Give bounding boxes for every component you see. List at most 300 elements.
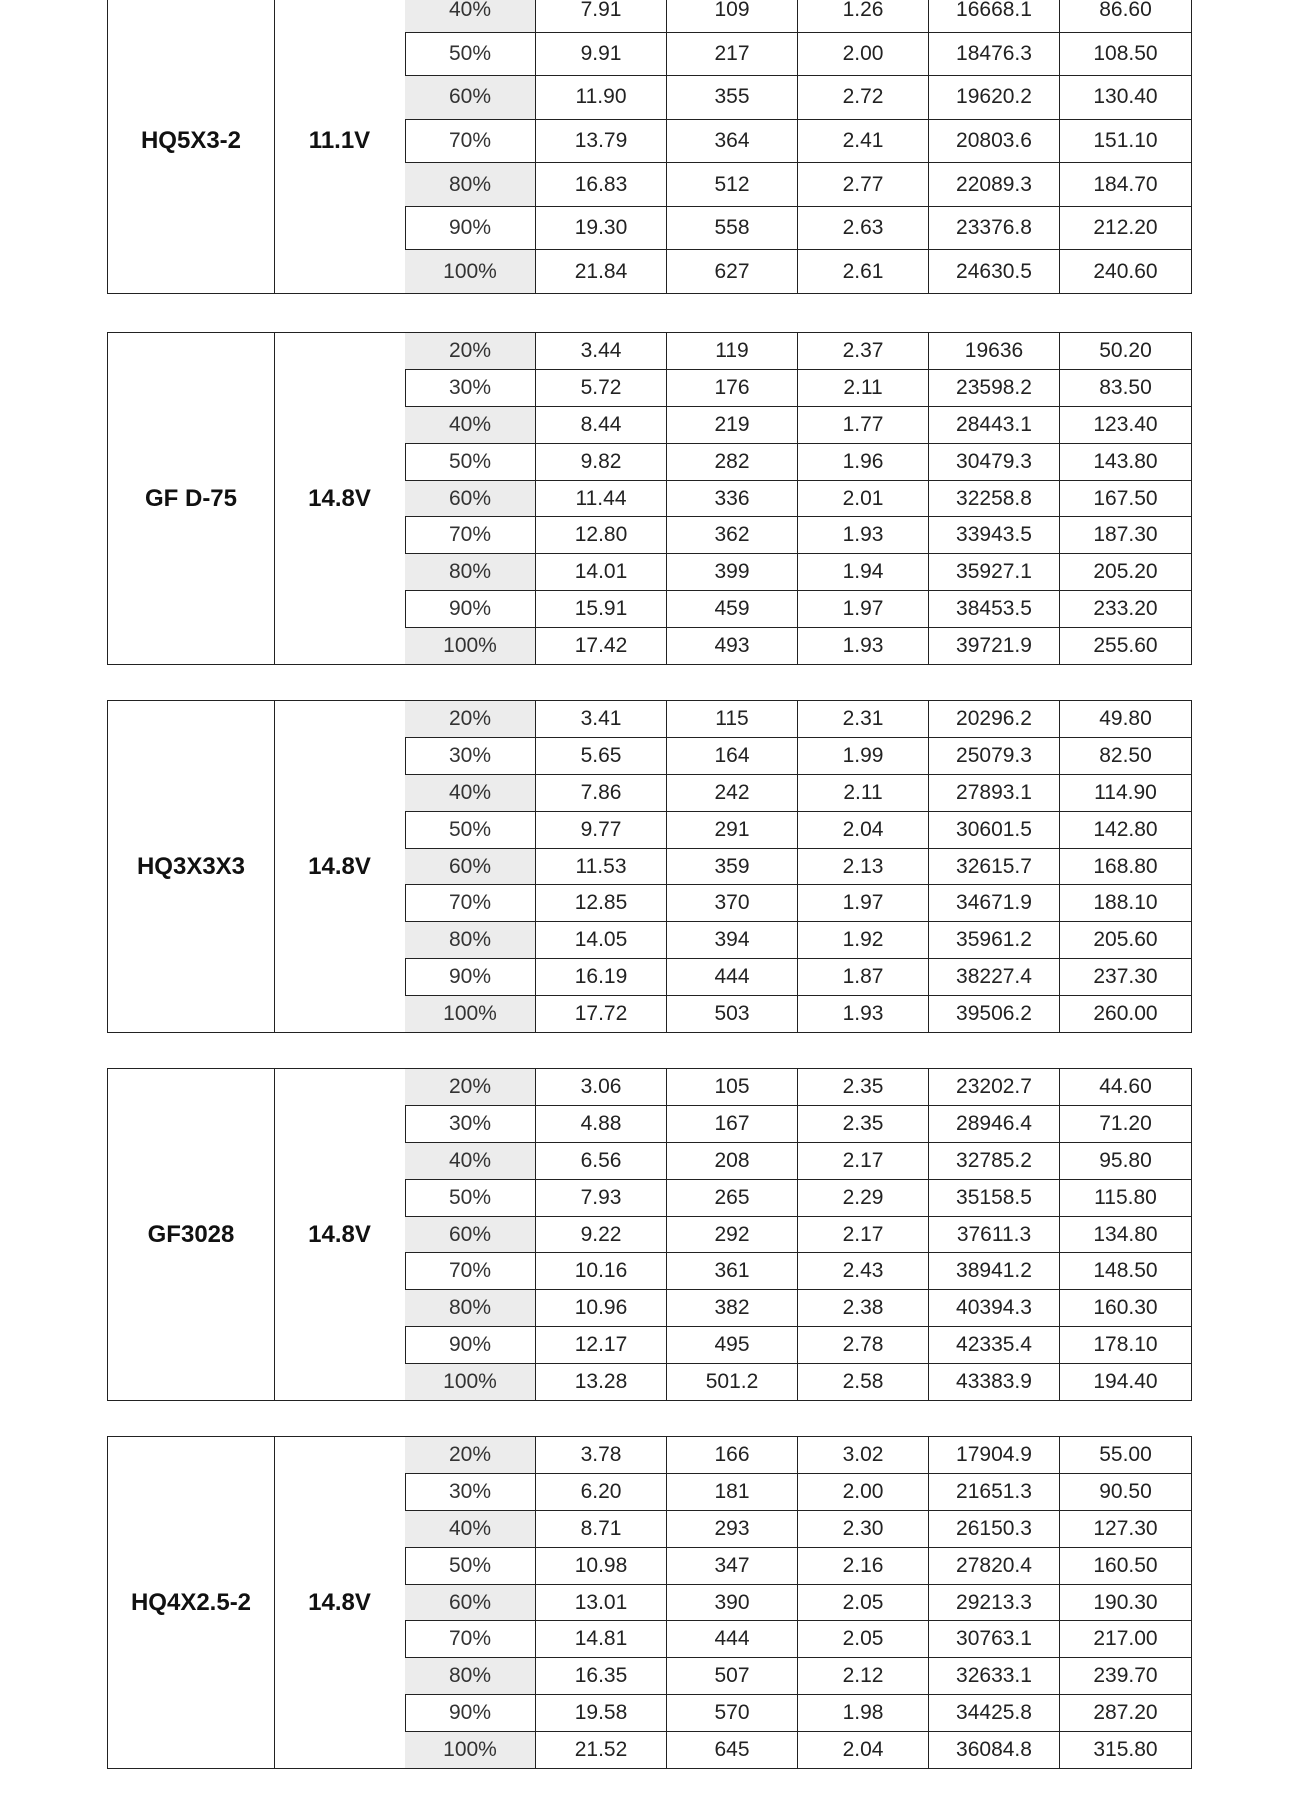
rpm-cell: 17904.9 xyxy=(929,1437,1060,1473)
efficiency-cell: 2.38 xyxy=(798,1290,929,1326)
table-row xyxy=(405,1658,1191,1695)
efficiency-cell: 2.29 xyxy=(798,1180,929,1216)
efficiency-cell: 2.05 xyxy=(798,1621,929,1657)
pull-cell: 459 xyxy=(667,591,798,627)
throttle-cell: 50% xyxy=(405,812,536,848)
pull-cell: 292 xyxy=(667,1217,798,1253)
efficiency-cell: 2.72 xyxy=(798,76,929,119)
table-row xyxy=(405,250,1191,293)
pull-cell: 105 xyxy=(667,1069,798,1105)
current-cell: 10.16 xyxy=(536,1253,667,1289)
pull-cell: 347 xyxy=(667,1548,798,1584)
current-cell: 21.84 xyxy=(536,250,667,293)
efficiency-cell: 1.93 xyxy=(798,996,929,1032)
table-row xyxy=(405,207,1191,251)
table-row xyxy=(405,1511,1191,1548)
throttle-cell: 100% xyxy=(405,996,536,1032)
rpm-cell: 32785.2 xyxy=(929,1143,1060,1179)
pull-cell: 219 xyxy=(667,407,798,443)
power-cell: 194.40 xyxy=(1093,1370,1158,1394)
table-row xyxy=(405,33,1191,77)
voltage: 14.8V xyxy=(274,1069,406,1400)
efficiency-cell: 2.78 xyxy=(798,1327,929,1363)
current-cell: 11.53 xyxy=(536,849,667,885)
table-row xyxy=(405,591,1191,628)
power-cell: 205.20 xyxy=(1093,560,1158,584)
current-cell: 7.91 xyxy=(536,0,667,32)
power-cell: 151.10 xyxy=(1093,129,1158,153)
throttle-cell: 70% xyxy=(405,885,536,921)
current-cell: 9.77 xyxy=(536,812,667,848)
current-cell: 3.78 xyxy=(536,1437,667,1473)
efficiency-cell: 2.17 xyxy=(798,1143,929,1179)
pull-cell: 242 xyxy=(667,775,798,811)
power-cell: 115.80 xyxy=(1094,1185,1157,1209)
power-cell: 160.50 xyxy=(1093,1553,1158,1577)
power-cell: 95.80 xyxy=(1099,1148,1152,1172)
power-cell: 187.30 xyxy=(1093,523,1158,547)
throttle-cell: 60% xyxy=(405,1585,536,1621)
pull-cell: 495 xyxy=(667,1327,798,1363)
throttle-cell: 90% xyxy=(405,591,536,627)
rpm-cell: 32615.7 xyxy=(929,849,1060,885)
efficiency-cell: 2.12 xyxy=(798,1658,929,1694)
table-row xyxy=(405,1364,1191,1400)
throttle-cell: 20% xyxy=(405,1437,536,1473)
efficiency-cell: 1.92 xyxy=(798,922,929,958)
pull-cell: 444 xyxy=(667,1621,798,1657)
motor-table-block xyxy=(107,1068,1192,1401)
rpm-cell: 27820.4 xyxy=(929,1548,1060,1584)
rpm-cell: 26150.3 xyxy=(929,1511,1060,1547)
throttle-cell: 30% xyxy=(405,370,536,406)
throttle-cell: 50% xyxy=(405,33,536,76)
table-row xyxy=(405,481,1191,518)
power-cell: 49.80 xyxy=(1099,706,1152,730)
throttle-cell: 100% xyxy=(405,628,536,664)
current-cell: 16.19 xyxy=(536,959,667,995)
throttle-cell: 60% xyxy=(405,849,536,885)
pull-cell: 399 xyxy=(667,554,798,590)
table-row xyxy=(405,1069,1191,1106)
pull-cell: 627 xyxy=(667,250,798,293)
efficiency-cell: 2.31 xyxy=(798,701,929,737)
current-cell: 19.30 xyxy=(536,207,667,250)
throttle-cell: 30% xyxy=(405,1106,536,1142)
current-cell: 19.58 xyxy=(536,1695,667,1731)
rpm-cell: 23598.2 xyxy=(929,370,1060,406)
pull-cell: 109 xyxy=(667,0,798,32)
current-cell: 15.91 xyxy=(536,591,667,627)
current-cell: 9.22 xyxy=(536,1217,667,1253)
current-cell: 6.56 xyxy=(536,1143,667,1179)
pull-cell: 394 xyxy=(667,922,798,958)
throttle-cell: 70% xyxy=(405,1621,536,1657)
current-cell: 6.20 xyxy=(536,1474,667,1510)
pull-cell: 181 xyxy=(667,1474,798,1510)
power-cell: 83.50 xyxy=(1099,375,1152,399)
efficiency-cell: 2.04 xyxy=(798,1732,929,1768)
motor-table-block xyxy=(107,1436,1192,1769)
pull-cell: 265 xyxy=(667,1180,798,1216)
current-cell: 12.80 xyxy=(536,517,667,553)
power-cell: 237.30 xyxy=(1093,965,1158,989)
pull-cell: 364 xyxy=(667,120,798,163)
throttle-cell: 40% xyxy=(405,1143,536,1179)
pull-cell: 164 xyxy=(667,738,798,774)
throttle-cell: 90% xyxy=(405,1695,536,1731)
table-row xyxy=(405,0,1191,33)
power-cell: 82.50 xyxy=(1099,743,1152,767)
efficiency-cell: 2.35 xyxy=(798,1069,929,1105)
rpm-cell: 40394.3 xyxy=(929,1290,1060,1326)
rpm-cell: 36084.8 xyxy=(929,1732,1060,1768)
current-cell: 17.42 xyxy=(536,628,667,664)
current-cell: 12.85 xyxy=(536,885,667,921)
pull-cell: 382 xyxy=(667,1290,798,1326)
rpm-cell: 32258.8 xyxy=(929,481,1060,517)
throttle-cell: 80% xyxy=(405,554,536,590)
efficiency-cell: 2.04 xyxy=(798,812,929,848)
voltage: 11.1V xyxy=(274,0,406,293)
table-row xyxy=(405,1106,1191,1143)
current-cell: 5.72 xyxy=(536,370,667,406)
rpm-cell: 34425.8 xyxy=(929,1695,1060,1731)
efficiency-cell: 2.61 xyxy=(798,250,929,293)
pull-cell: 167 xyxy=(667,1106,798,1142)
rpm-cell: 29213.3 xyxy=(929,1585,1060,1621)
power-cell: 217.00 xyxy=(1093,1627,1158,1651)
table-row xyxy=(405,163,1191,207)
current-cell: 16.35 xyxy=(536,1658,667,1694)
efficiency-cell: 1.99 xyxy=(798,738,929,774)
pull-cell: 501.2 xyxy=(667,1364,798,1400)
power-cell: 148.50 xyxy=(1093,1259,1158,1283)
throttle-cell: 50% xyxy=(405,1548,536,1584)
efficiency-cell: 1.97 xyxy=(798,885,929,921)
throttle-cell: 90% xyxy=(405,1327,536,1363)
rpm-cell: 33943.5 xyxy=(929,517,1060,553)
pull-cell: 293 xyxy=(667,1511,798,1547)
pull-cell: 176 xyxy=(667,370,798,406)
current-cell: 16.83 xyxy=(536,163,667,206)
power-cell: 255.60 xyxy=(1093,634,1158,658)
current-cell: 5.65 xyxy=(536,738,667,774)
table-row xyxy=(405,1621,1191,1658)
table-row xyxy=(405,1695,1191,1732)
power-cell: 123.40 xyxy=(1093,412,1158,436)
rpm-cell: 35961.2 xyxy=(929,922,1060,958)
rpm-cell: 18476.3 xyxy=(929,33,1060,76)
throttle-cell: 20% xyxy=(405,701,536,737)
efficiency-cell: 1.26 xyxy=(798,0,929,32)
voltage: 14.8V xyxy=(274,701,406,1032)
current-cell: 12.17 xyxy=(536,1327,667,1363)
pull-cell: 493 xyxy=(667,628,798,664)
rpm-cell: 30601.5 xyxy=(929,812,1060,848)
rpm-cell: 27893.1 xyxy=(929,775,1060,811)
efficiency-cell: 1.98 xyxy=(798,1695,929,1731)
current-cell: 7.93 xyxy=(536,1180,667,1216)
table-row xyxy=(405,1217,1191,1254)
power-cell: 71.20 xyxy=(1099,1111,1152,1135)
pull-cell: 507 xyxy=(667,1658,798,1694)
current-cell: 4.88 xyxy=(536,1106,667,1142)
rpm-cell: 30763.1 xyxy=(929,1621,1060,1657)
efficiency-cell: 1.87 xyxy=(798,959,929,995)
power-cell: 315.80 xyxy=(1093,1738,1158,1762)
efficiency-cell: 2.00 xyxy=(798,33,929,76)
data-rows xyxy=(405,1437,1191,1768)
pull-cell: 336 xyxy=(667,481,798,517)
efficiency-cell: 2.13 xyxy=(798,849,929,885)
table-row xyxy=(405,849,1191,886)
table-row xyxy=(405,76,1191,120)
throttle-cell: 90% xyxy=(405,207,536,250)
efficiency-cell: 1.94 xyxy=(798,554,929,590)
table-row xyxy=(405,1327,1191,1364)
table-row xyxy=(405,407,1191,444)
pull-cell: 361 xyxy=(667,1253,798,1289)
throttle-cell: 30% xyxy=(405,738,536,774)
current-cell: 3.41 xyxy=(536,701,667,737)
rpm-cell: 28946.4 xyxy=(929,1106,1060,1142)
efficiency-cell: 2.11 xyxy=(798,775,929,811)
table-row xyxy=(405,1290,1191,1327)
table-row xyxy=(405,1732,1191,1768)
efficiency-cell: 2.05 xyxy=(798,1585,929,1621)
current-cell: 8.71 xyxy=(536,1511,667,1547)
throttle-cell: 40% xyxy=(405,1511,536,1547)
data-rows xyxy=(405,333,1191,664)
table-row xyxy=(405,1585,1191,1622)
data-rows xyxy=(405,1069,1191,1400)
voltage: 14.8V xyxy=(274,1437,406,1768)
power-cell: 190.30 xyxy=(1093,1590,1158,1614)
current-cell: 7.86 xyxy=(536,775,667,811)
pull-cell: 119 xyxy=(667,333,798,369)
efficiency-cell: 2.63 xyxy=(798,207,929,250)
pull-cell: 359 xyxy=(667,849,798,885)
throttle-cell: 50% xyxy=(405,1180,536,1216)
voltage: 14.8V xyxy=(274,333,406,664)
power-cell: 50.20 xyxy=(1099,338,1152,362)
throttle-cell: 30% xyxy=(405,1474,536,1510)
pull-cell: 503 xyxy=(667,996,798,1032)
data-rows xyxy=(405,0,1191,293)
table-row xyxy=(405,628,1191,664)
power-cell: 178.10 xyxy=(1093,1333,1158,1357)
pull-cell: 558 xyxy=(667,207,798,250)
power-cell: 160.30 xyxy=(1093,1296,1158,1320)
model-name: GF D-75 xyxy=(108,333,275,664)
efficiency-cell: 2.37 xyxy=(798,333,929,369)
power-cell: 260.00 xyxy=(1093,1002,1158,1026)
efficiency-cell: 2.43 xyxy=(798,1253,929,1289)
current-cell: 9.91 xyxy=(536,33,667,76)
current-cell: 13.28 xyxy=(536,1364,667,1400)
pull-cell: 355 xyxy=(667,76,798,119)
efficiency-cell: 1.77 xyxy=(798,407,929,443)
rpm-cell: 32633.1 xyxy=(929,1658,1060,1694)
power-cell: 44.60 xyxy=(1099,1074,1152,1098)
power-cell: 239.70 xyxy=(1093,1664,1158,1688)
current-cell: 17.72 xyxy=(536,996,667,1032)
motor-table-block xyxy=(107,332,1192,665)
power-cell: 287.20 xyxy=(1093,1701,1158,1725)
table-row xyxy=(405,1474,1191,1511)
power-cell: 212.20 xyxy=(1093,216,1158,240)
power-cell: 168.80 xyxy=(1093,854,1158,878)
rpm-cell: 22089.3 xyxy=(929,163,1060,206)
throttle-cell: 60% xyxy=(405,481,536,517)
model-name: GF3028 xyxy=(108,1069,275,1400)
power-cell: 142.80 xyxy=(1093,817,1158,841)
pull-cell: 512 xyxy=(667,163,798,206)
efficiency-cell: 2.35 xyxy=(798,1106,929,1142)
throttle-cell: 20% xyxy=(405,1069,536,1105)
pull-cell: 370 xyxy=(667,885,798,921)
efficiency-cell: 3.02 xyxy=(798,1437,929,1473)
pull-cell: 570 xyxy=(667,1695,798,1731)
table-row xyxy=(405,1437,1191,1474)
table-row xyxy=(405,701,1191,738)
motor-table-block xyxy=(107,700,1192,1033)
current-cell: 10.96 xyxy=(536,1290,667,1326)
throttle-cell: 20% xyxy=(405,333,536,369)
throttle-cell: 80% xyxy=(405,922,536,958)
rpm-cell: 39721.9 xyxy=(929,628,1060,664)
table-row xyxy=(405,1253,1191,1290)
throttle-cell: 90% xyxy=(405,959,536,995)
table-row xyxy=(405,120,1191,164)
power-cell: 184.70 xyxy=(1093,172,1158,196)
model-name: HQ3X3X3 xyxy=(108,701,275,1032)
power-cell: 233.20 xyxy=(1093,597,1158,621)
power-cell: 130.40 xyxy=(1093,85,1158,109)
current-cell: 3.44 xyxy=(536,333,667,369)
throttle-cell: 80% xyxy=(405,1290,536,1326)
pull-cell: 645 xyxy=(667,1732,798,1768)
efficiency-cell: 2.58 xyxy=(798,1364,929,1400)
efficiency-cell: 2.30 xyxy=(798,1511,929,1547)
current-cell: 11.44 xyxy=(536,481,667,517)
power-cell: 108.50 xyxy=(1093,41,1158,65)
rpm-cell: 38227.4 xyxy=(929,959,1060,995)
table-row xyxy=(405,1548,1191,1585)
power-cell: 114.90 xyxy=(1094,780,1157,804)
pull-cell: 390 xyxy=(667,1585,798,1621)
current-cell: 14.81 xyxy=(536,1621,667,1657)
throttle-cell: 60% xyxy=(405,1217,536,1253)
efficiency-cell: 2.77 xyxy=(798,163,929,206)
rpm-cell: 35927.1 xyxy=(929,554,1060,590)
table-row xyxy=(405,1143,1191,1180)
rpm-cell: 20803.6 xyxy=(929,120,1060,163)
rpm-cell: 35158.5 xyxy=(929,1180,1060,1216)
current-cell: 3.06 xyxy=(536,1069,667,1105)
current-cell: 11.90 xyxy=(536,76,667,119)
efficiency-cell: 2.00 xyxy=(798,1474,929,1510)
rpm-cell: 21651.3 xyxy=(929,1474,1060,1510)
rpm-cell: 16668.1 xyxy=(929,0,1060,32)
power-cell: 240.60 xyxy=(1093,259,1158,283)
table-row xyxy=(405,885,1191,922)
current-cell: 13.01 xyxy=(536,1585,667,1621)
rpm-cell: 25079.3 xyxy=(929,738,1060,774)
rpm-cell: 38453.5 xyxy=(929,591,1060,627)
table-row xyxy=(405,554,1191,591)
throttle-cell: 40% xyxy=(405,0,536,32)
power-cell: 167.50 xyxy=(1093,486,1158,510)
rpm-cell: 37611.3 xyxy=(929,1217,1060,1253)
table-row xyxy=(405,996,1191,1032)
current-cell: 13.79 xyxy=(536,120,667,163)
data-rows xyxy=(405,701,1191,1032)
throttle-cell: 100% xyxy=(405,1364,536,1400)
rpm-cell: 38941.2 xyxy=(929,1253,1060,1289)
table-row xyxy=(405,738,1191,775)
throttle-cell: 40% xyxy=(405,407,536,443)
rpm-cell: 19636 xyxy=(929,333,1060,369)
throttle-cell: 80% xyxy=(405,1658,536,1694)
pull-cell: 166 xyxy=(667,1437,798,1473)
table-row xyxy=(405,775,1191,812)
rpm-cell: 34671.9 xyxy=(929,885,1060,921)
throttle-cell: 40% xyxy=(405,775,536,811)
efficiency-cell: 2.17 xyxy=(798,1217,929,1253)
current-cell: 8.44 xyxy=(536,407,667,443)
power-cell: 143.80 xyxy=(1093,449,1158,473)
throttle-cell: 70% xyxy=(405,1253,536,1289)
efficiency-cell: 1.93 xyxy=(798,517,929,553)
throttle-cell: 80% xyxy=(405,163,536,206)
table-row xyxy=(405,959,1191,996)
pull-cell: 217 xyxy=(667,33,798,76)
throttle-cell: 100% xyxy=(405,250,536,293)
table-row xyxy=(405,1180,1191,1217)
power-cell: 127.30 xyxy=(1093,1516,1158,1540)
table-row xyxy=(405,370,1191,407)
efficiency-cell: 1.93 xyxy=(798,628,929,664)
pull-cell: 115 xyxy=(667,701,798,737)
motor-table-block xyxy=(107,0,1192,294)
rpm-cell: 43383.9 xyxy=(929,1364,1060,1400)
throttle-cell: 60% xyxy=(405,76,536,119)
rpm-cell: 19620.2 xyxy=(929,76,1060,119)
efficiency-cell: 2.41 xyxy=(798,120,929,163)
throttle-cell: 70% xyxy=(405,120,536,163)
power-cell: 86.60 xyxy=(1099,0,1152,22)
efficiency-cell: 1.97 xyxy=(798,591,929,627)
table-row xyxy=(405,444,1191,481)
power-cell: 90.50 xyxy=(1099,1479,1152,1503)
table-row xyxy=(405,333,1191,370)
table-row xyxy=(405,922,1191,959)
model-name: HQ5X3-2 xyxy=(108,0,275,293)
table-row xyxy=(405,517,1191,554)
rpm-cell: 20296.2 xyxy=(929,701,1060,737)
efficiency-cell: 2.01 xyxy=(798,481,929,517)
rpm-cell: 42335.4 xyxy=(929,1327,1060,1363)
power-cell: 55.00 xyxy=(1099,1442,1152,1466)
table-row xyxy=(405,812,1191,849)
efficiency-cell: 2.11 xyxy=(798,370,929,406)
rpm-cell: 28443.1 xyxy=(929,407,1060,443)
pull-cell: 444 xyxy=(667,959,798,995)
current-cell: 21.52 xyxy=(536,1732,667,1768)
power-cell: 134.80 xyxy=(1093,1222,1158,1246)
